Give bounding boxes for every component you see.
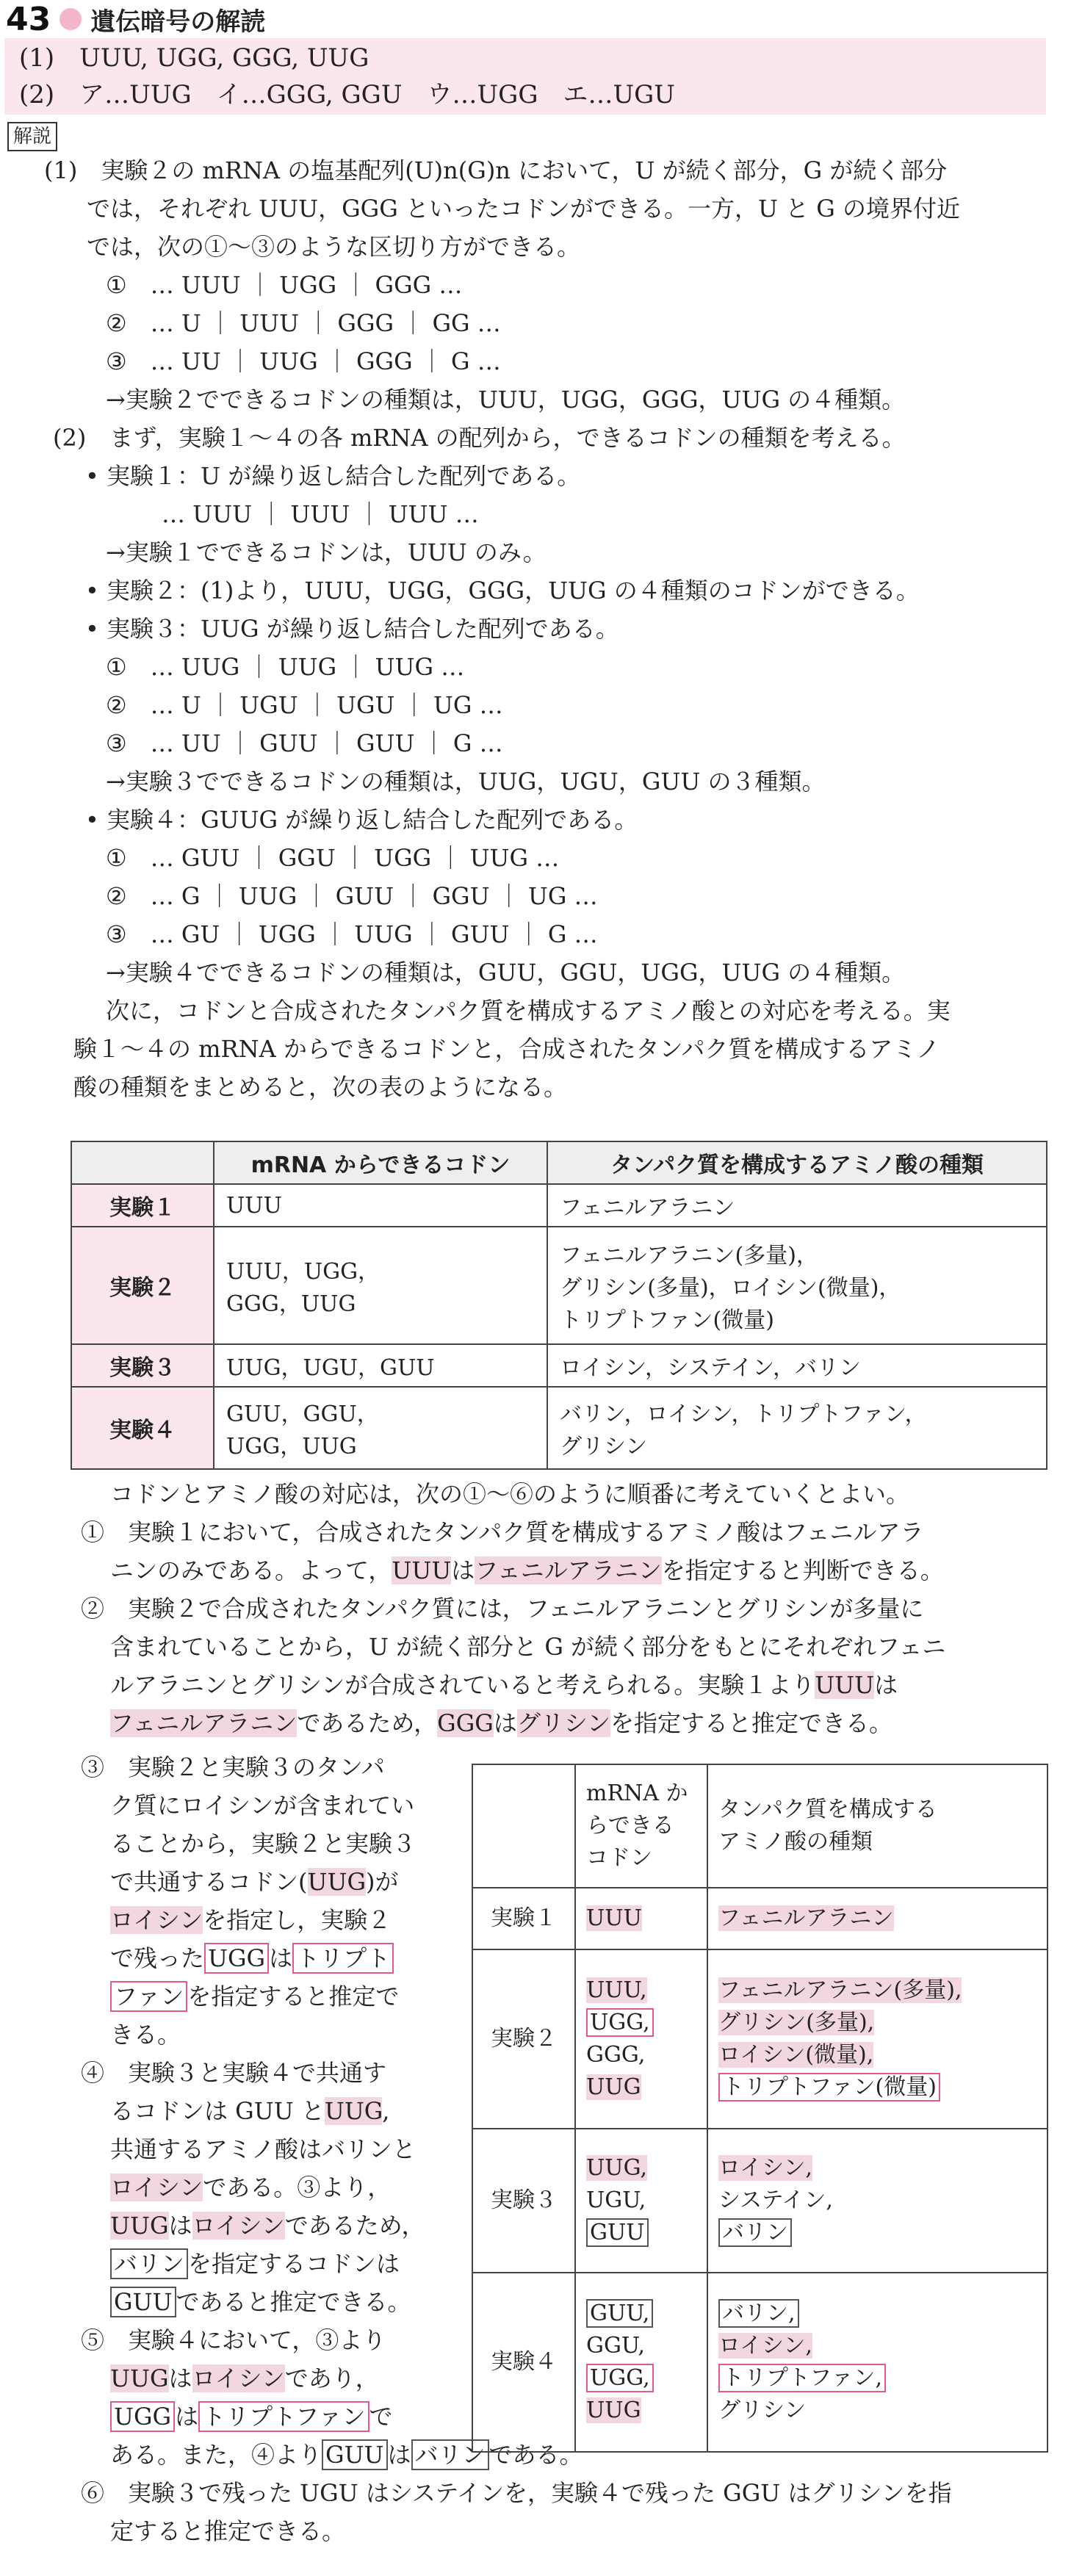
answer-2-num: (2) (19, 80, 55, 109)
codon-highlight: UUG (324, 2097, 383, 2125)
codon-highlight: UUG (586, 2074, 641, 2100)
codon-summary-table (71, 1141, 1047, 1470)
amino-cell (707, 1888, 1047, 1949)
step-2-line (110, 1666, 898, 1704)
text: は (269, 1944, 293, 1972)
table-header-cell (575, 1764, 707, 1888)
cell-line (718, 2039, 1036, 2071)
text-line: • 実験３：UUG が繰り返し結合した配列である。 (85, 615, 619, 643)
text: であるため， (297, 1709, 438, 1737)
codon-highlight: UUU, (586, 1977, 647, 2003)
amino-highlight: ロイシン (110, 2173, 203, 2201)
cell-line (718, 2330, 1036, 2362)
text-line: ① … UUG ｜ UUG ｜ UUG … (106, 653, 465, 681)
codon-cell (575, 1888, 707, 1949)
problem-number: 43 (6, 0, 51, 38)
amino-cell (547, 1387, 1047, 1469)
amino-box: バリン (718, 2218, 792, 2247)
text: は (168, 2212, 192, 2240)
text-line: →実験４でできるコドンの種類は，GUU，GGU，UGG，UUG の４種類。 (106, 959, 906, 986)
amino-cell (707, 1949, 1047, 2129)
row-label: 実験２ (472, 1949, 575, 2129)
step-3-line: ク質にロイシンが含まれてい (110, 1792, 415, 1819)
amino-box: トリプトファン, (718, 2364, 886, 2392)
text-line: • 実験４：GUUG が繰り返し結合した配列である。 (85, 806, 638, 834)
table-header-cell (472, 1764, 575, 1888)
text: を指定するコドンは (188, 2250, 400, 2278)
problem-title: 遺伝暗号の解読 (90, 7, 266, 37)
text-line: 次に，コドンと合成されたタンパク質を構成するアミノ酸との対応を考える。実 (106, 997, 951, 1025)
step-4-line (110, 2168, 391, 2207)
amino-box: ファン (110, 1981, 187, 2012)
table-header-cell: mRNA からできるコドン (214, 1141, 547, 1184)
table-header-row (71, 1141, 1047, 1184)
text-line: 験１～４の mRNA からできるコドンと，合成されたタンパク質を構成するアミノ (73, 1035, 940, 1063)
text-line: • 実験２：(1)より，UUU，UGG，GGG，UUG の４種類のコドンができる。 (85, 577, 920, 605)
cell-line: グリシン (560, 1434, 648, 1460)
cell-line (718, 2217, 1036, 2249)
amino-box: バリン, (718, 2299, 799, 2328)
codon-assignment-table (472, 1764, 1048, 2453)
step-1-line (110, 1551, 944, 1590)
amino-highlight: フェニルアラニン (718, 1905, 894, 1931)
step-3-line: きる。 (110, 2021, 181, 2049)
text: は (175, 2403, 199, 2431)
table-header-cell: タンパク質を構成するアミノ酸の種類 (547, 1141, 1047, 1184)
text-line: では，それぞれ UUU，GGG といったコドンができる。一方，U と G の境界付近 (87, 195, 960, 223)
cell-line (586, 2071, 696, 2104)
table-row (71, 1387, 1047, 1469)
cell-line: グリシン(多量)，ロイシン(微量)， (560, 1275, 901, 1301)
cell-line: フェニルアラニン(多量)， (560, 1243, 818, 1269)
step-4-line (110, 2283, 411, 2321)
amino-box: トリプト (292, 1943, 394, 1974)
text: で共通するコドン( (110, 1868, 308, 1896)
step-4-line (110, 2245, 400, 2283)
step-4-line: ④ 実験３と実験４で共通す (81, 2059, 387, 2087)
cell-line (586, 1974, 696, 2007)
cell-line (718, 1974, 1036, 2007)
step-4-line: 共通するアミノ酸はバリンと (110, 2135, 416, 2163)
text-line: 酸の種類をまとめると，次の表のようになる。 (73, 1073, 568, 1101)
step-2-line: 含まれていることから，U が続く部分と G が続く部分をもとにそれぞれフェニ (110, 1633, 946, 1661)
row-label: 実験１ (472, 1888, 575, 1949)
cell-line (586, 2217, 696, 2249)
text: を指定すると判断できる。 (661, 1556, 944, 1584)
cell-line: タンパク質を構成する (718, 1797, 937, 1822)
codon-highlight: UUG (307, 1868, 366, 1896)
text-line: では，次の①～③のような区切り方ができる。 (87, 233, 581, 261)
step-3-line (110, 1863, 399, 1901)
explanation-badge: 解説 (7, 122, 57, 151)
cell-line: アミノ酸の種類 (718, 1829, 873, 1855)
codon-highlight: UUU (392, 1556, 452, 1584)
amino-box: バリン (110, 2248, 188, 2279)
codon-box: UGG (110, 2401, 175, 2432)
codon-highlight: UUG (110, 2212, 169, 2240)
amino-highlight: ロイシン(微量), (718, 2042, 874, 2068)
step-4-line (110, 2207, 425, 2245)
cell-line: GUU，GGU， (226, 1401, 379, 1427)
table-header-cell (707, 1764, 1047, 1888)
table-row (472, 2273, 1047, 2452)
amino-cell (707, 2273, 1047, 2452)
text: るコドンは GUU と (110, 2097, 325, 2125)
cell-line: フェニルアラニン (560, 1195, 735, 1221)
row-label: 実験２ (71, 1227, 214, 1344)
cell-line (718, 2298, 1036, 2330)
cell-line: トリプトファン(微量) (560, 1307, 774, 1333)
text-line: →実験３でできるコドンの種類は，UUG，UGU，GUU の３種類。 (106, 768, 826, 795)
amino-highlight: グリシン (516, 1709, 611, 1737)
answer-2 (19, 76, 675, 113)
table-row (472, 1888, 1047, 1949)
cell-line (718, 2007, 1036, 2039)
problem-header (6, 0, 265, 38)
cell-line: GGU, (586, 2333, 645, 2359)
text-line: ② … G ｜ UUG ｜ GUU ｜ GGU ｜ UG … (106, 882, 598, 910)
cell-line: グリシン (718, 2398, 807, 2423)
codon-cell (214, 1344, 547, 1387)
cell-line: UGU, (586, 2187, 646, 2213)
answer-2-text: ア…UUG イ…GGG, GGU ウ…UGG エ…UGU (79, 80, 675, 109)
codon-box: UGG, (586, 2364, 654, 2392)
step-6-line: ⑥ 実験３で残った UGU はシステインを，実験４で残った GGU はグリシンを指 (81, 2479, 952, 2507)
text: であると推定できる。 (176, 2288, 411, 2316)
cell-line: らできる (586, 1813, 674, 1839)
codon-highlight: UUU (586, 1905, 642, 1931)
table-row (71, 1344, 1047, 1387)
text: ニンのみである。よって， (110, 1556, 392, 1584)
step-5-line (110, 2359, 379, 2398)
codon-cell (575, 2129, 707, 2273)
amino-highlight: ロイシン (192, 2364, 285, 2392)
codon-box: GUU (110, 2287, 176, 2317)
amino-highlight: ロイシン, (718, 2333, 812, 2359)
text: ルアラニンとグリシンが合成されていると考えられる。実験１より (110, 1671, 815, 1699)
cell-line: GGG, (586, 2042, 646, 2068)
codon-cell (575, 2273, 707, 2452)
amino-highlight: グリシン(多量), (718, 2010, 875, 2035)
amino-highlight: フェニルアラニン(多量), (718, 1977, 962, 2003)
cell-line: UUG，UGU，GUU (226, 1355, 435, 1381)
cell-line: UUU (226, 1192, 282, 1219)
text-line: ② … U ｜ UGU ｜ UGU ｜ UG … (106, 691, 503, 719)
step-3-line (110, 1939, 394, 1977)
cell-line: コドン (586, 1845, 652, 1871)
step-5-line (110, 2398, 393, 2436)
codon-highlight: UUG, (586, 2155, 647, 2181)
text: で残った (110, 1944, 205, 1972)
text-line: ① … GUU ｜ GGU ｜ UGG ｜ UUG … (106, 844, 560, 872)
amino-cell (547, 1344, 1047, 1387)
cell-line: システイン, (718, 2187, 833, 2213)
cell-line (586, 2152, 696, 2184)
text-line: ① … UUU ｜ UGG ｜ GGG … (106, 271, 463, 299)
codon-box: GUU (586, 2218, 649, 2247)
text: ⑤ 実験４において，③より (81, 2326, 386, 2354)
codon-box: GUU, (586, 2299, 653, 2328)
text-line: →実験２でできるコドンの種類は，UUU，UGG，GGG，UUG の４種類。 (106, 386, 906, 414)
table-row (472, 2129, 1047, 2273)
amino-cell (547, 1184, 1047, 1227)
text: を指定すると推定で (187, 1982, 400, 2010)
codon-highlight: UUU (815, 1671, 875, 1699)
amino-highlight: フェニルアラニン (475, 1556, 662, 1584)
codon-cell (214, 1184, 547, 1227)
amino-highlight: ロイシン (192, 2212, 285, 2240)
codon-cell (214, 1227, 547, 1344)
cell-line (718, 2071, 1036, 2104)
text-line: • 実験１：U が繰り返し結合した配列である。 (85, 462, 581, 490)
step-3-line (110, 1901, 391, 1939)
cell-line: バリン，ロイシン，トリプトファン， (560, 1401, 927, 1427)
text-line: →実験１でできるコドンは，UUU のみ。 (106, 538, 547, 566)
text: は (168, 2364, 192, 2392)
codon-highlight: GGG (437, 1709, 494, 1737)
table-row (472, 1949, 1047, 2129)
amino-highlight: ロイシン, (718, 2155, 812, 2181)
codon-box: UGG (204, 1943, 269, 1974)
answer-box (4, 38, 1046, 115)
codon-cell (575, 1949, 707, 2129)
row-label: 実験３ (71, 1344, 214, 1387)
text: である。③より， (203, 2173, 392, 2201)
step-3-line: ③ 実験２と実験３のタンパ (81, 1753, 385, 1781)
text-line: … UUU ｜ UUU ｜ UUU … (162, 500, 479, 528)
row-label: 実験４ (71, 1387, 214, 1469)
text-line: ③ … UU ｜ GUU ｜ GUU ｜ G … (106, 729, 503, 757)
step-4-line (110, 2092, 389, 2130)
row-label: 実験１ (71, 1184, 214, 1227)
text: を指定すると推定できる。 (610, 1709, 893, 1737)
cell-line (586, 2298, 696, 2330)
text-line: ③ … GU ｜ UGG ｜ UUG ｜ GUU ｜ G … (106, 920, 598, 948)
step-6-line: 定すると推定できる。 (110, 2517, 346, 2545)
step-2-line: ② 実験２で合成されたタンパク質には，フェニルアラニンとグリシンが多量に (81, 1595, 924, 1623)
cell-line (586, 2395, 696, 2427)
codon-box: GUU (322, 2439, 388, 2470)
amino-cell (547, 1227, 1047, 1344)
text: , (382, 2097, 390, 2125)
table-header-cell (71, 1141, 214, 1184)
text: で (369, 2403, 393, 2431)
answer-1-num: (1) (19, 43, 55, 73)
text-line: (2) まず，実験１～４の各 mRNA の配列から，できるコドンの種類を考える。 (53, 424, 906, 452)
codon-highlight: UUG (586, 2398, 641, 2423)
answer-1 (19, 40, 369, 76)
table-row (71, 1184, 1047, 1227)
amino-box: トリプトファン(微量) (718, 2073, 940, 2101)
step-1-line: ① 実験１において，合成されたタンパク質を構成するアミノ酸はフェニルアラ (81, 1518, 924, 1546)
row-label: 実験４ (472, 2273, 575, 2452)
cell-line: mRNA か (586, 1781, 688, 1806)
amino-highlight: フェニルアラニン (110, 1709, 298, 1737)
amino-box: トリプトファン (198, 2401, 369, 2432)
pink-dot-icon (60, 8, 82, 30)
codon-highlight: UUG (110, 2364, 169, 2392)
table-header-row (472, 1764, 1047, 1888)
step-5-line (81, 2321, 386, 2359)
text-line: (1) 実験２の mRNA の塩基配列(U)n(G)n において，U が続く部分，G が続く部分 (44, 156, 948, 184)
cell-line (586, 2007, 696, 2039)
text-line: ② … U ｜ UUU ｜ GGG ｜ GG … (106, 309, 501, 337)
text: )が (366, 1868, 399, 1896)
text: であるため， (284, 2212, 425, 2240)
text: は (387, 2441, 411, 2469)
text: であり， (284, 2364, 379, 2392)
text-line: ③ … UU ｜ UUG ｜ GGG ｜ G … (106, 347, 501, 375)
amino-cell (707, 2129, 1047, 2273)
text: である。 (488, 2441, 583, 2469)
cell-line (586, 2362, 696, 2395)
row-label: 実験３ (472, 2129, 575, 2273)
text-line: コドンとアミノ酸の対応は，次の①～⑥のように順番に考えていくとよい。 (110, 1480, 910, 1508)
text: は (451, 1556, 475, 1584)
step-2-line (110, 1704, 892, 1742)
cell-line (718, 2152, 1036, 2184)
cell-line (718, 2362, 1036, 2395)
text: を指定し，実験２ (203, 1906, 392, 1934)
codon-box: UGG, (586, 2008, 654, 2037)
cell-line: UUU，UGG， (226, 1259, 381, 1285)
amino-box: バリン (411, 2439, 489, 2470)
table-row (71, 1227, 1047, 1344)
step-3-line: ることから，実験２と実験３ (110, 1830, 416, 1858)
amino-highlight: ロイシン (110, 1906, 203, 1934)
cell-line: UGG，UUG (226, 1434, 357, 1460)
text: ある。また，④より (110, 2441, 322, 2469)
codon-cell (214, 1387, 547, 1469)
answer-1-text: UUU, UGG, GGG, UUG (79, 43, 369, 73)
text: は (874, 1671, 898, 1699)
cell-line: GGG，UUG (226, 1291, 356, 1317)
text: は (493, 1709, 517, 1737)
cell-line: ロイシン，システイン，バリン (560, 1355, 861, 1381)
step-3-line (110, 1977, 399, 2016)
